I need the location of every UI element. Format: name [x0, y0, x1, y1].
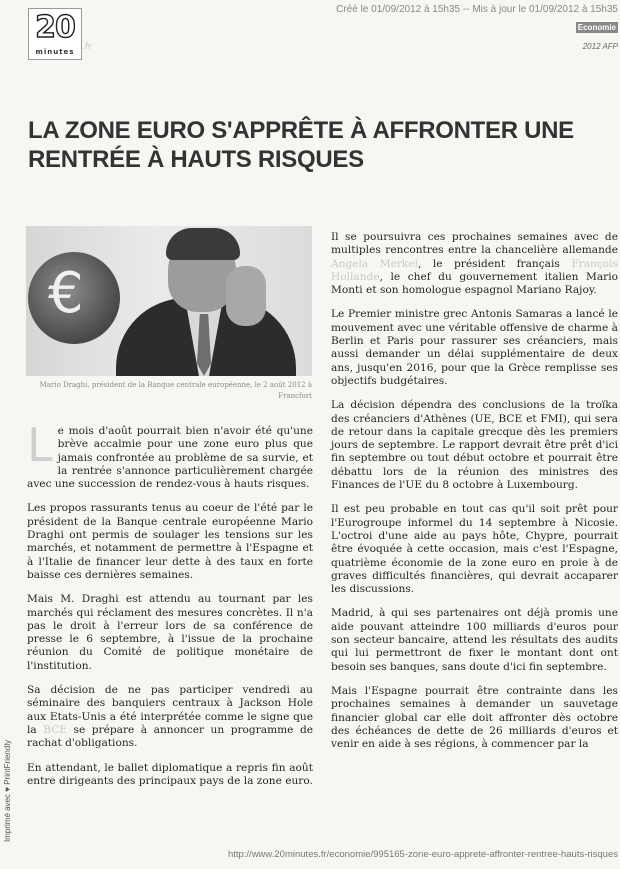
article-paragraph: En attendant, le ballet diplomatique a repris fin août entre dirigeants des principaux pays de la zone euro.	[27, 761, 313, 787]
article-paragraph: Mais l'Espagne pourrait être contrainte dans les prochaines semaines à demander un sauvetage financier global car elle doit affronter dès octobre des échéances de dette de 26 milliards d'euros et venir en aide à ses régions, à commencer par la	[331, 684, 618, 751]
agency-credit: 2012 AFP	[582, 42, 618, 51]
article-column-right	[331, 231, 618, 762]
article-paragraph: Les propos rassurants tenus au coeur de l'été par le président de la Banque centrale européenne Mario Draghi ont permis de soulager les tensions sur les marchés, et notamment de permettre à l'Espagne et à l'Italie de financer leur dette à des taux en forte baisse ces dernières semaines.	[27, 502, 313, 581]
photo-hand	[226, 266, 266, 326]
article-paragraph: Sa décision de ne pas participer vendredi au séminaire des banquiers centraux à Jackson Hole aux Etats-Unis a été interprétée comme le signe que la BCE se prépare à annoncer un programme de rachat d'obligations.	[27, 684, 314, 750]
logo-subtitle: minutes	[35, 48, 75, 56]
drop-cap: L	[27, 418, 53, 472]
article-paragraph: Mais M. Draghi est attendu au tournant par les marchés qui réclament des mesures concrètes. Il n'a pas le droit à l'erreur lors de sa conférence de presse le 6 septembre, à l'issue de la prochaine réunion du Comité de politique monétaire de l'institution.	[27, 593, 313, 672]
article-paragraph: Le Premier ministre grec Antonis Samaras a lancé le mouvement avec une véritable offensive de charme à Berlin et Paris pour rassurer ses créanciers, mais aussi demander un délai supplémentaire de deux ans, jusqu'en 2016, pour que la Grèce remplisse ses objectifs budgétaires.	[331, 308, 618, 387]
lead-paragraph	[27, 418, 313, 491]
article-photo	[26, 226, 312, 376]
timestamp-meta: Créé le 01/09/2012 à 15h35 -- Mis à jour le 01/09/2012 à 15h35	[336, 4, 618, 15]
printfriendly-label: Imprimé avec ♥ PrintFriendly	[3, 739, 12, 842]
logo-number: 20	[35, 10, 75, 45]
article-paragraph: Il est peu probable en tout cas qu'il soit prêt pour l'Eurogroupe informel du 14 septembre à Nicosie. L'octroi d'une aide au pays hôte, Chypre, pourrait être évoquée à cette occasion, mais c'est l'Espagne, quatrième économie de la zone euro en proie à de graves difficultés financières, qui devrait accaparer les discussions.	[331, 503, 618, 596]
article-paragraph: Madrid, à qui ses partenaires ont déjà promis une aide pouvant atteindre 100 milliards d'euros pour son secteur bancaire, attend les résultats des audits qui lui permettront de fixer le montant dont ont besoin ses banques, sans doute d'ici fin septembre.	[331, 607, 618, 673]
logo-domain: .fr	[82, 42, 92, 52]
euro-icon: €	[48, 261, 84, 326]
photo-caption: Mario Draghi, président de la Banque centrale européenne, le 2 août 2012 à Francfort	[39, 381, 312, 400]
section-badge[interactable]: Economie	[577, 23, 616, 32]
link-bce[interactable]: BCE	[43, 723, 68, 736]
site-logo[interactable]	[28, 8, 82, 60]
article-paragraph: Il se poursuivra ces prochaines semaines avec de multiples rencontres entre la chancelière allemande Angela Merkel, le président français François Hollande, le chef du gouvernement italien Mario Monti et son homologue espagnol Mariano Rajoy.	[331, 231, 619, 297]
article-paragraph: La décision dépendra des conclusions de la troïka des créanciers d'Athènes (UE, BCE et FMI), qui sera de retour dans la capitale grecque dès les premiers jours de septembre. Le rapport devrait être prêt d'ici fin septembre ou tout début octobre et pourrait être débattu lors de la réunion des ministres des Finances de l'UE du 8 octobre à Luxembourg.	[331, 399, 618, 492]
article-title: LA ZONE EURO S'APPRÊTE À AFFRONTER UNE RENTRÉE À HAUTS RISQUES	[28, 117, 574, 173]
source-url[interactable]: http://www.20minutes.fr/economie/995165-zone-euro-apprete-affronter-rentree-hauts-risques	[227, 849, 618, 860]
link-francois-hollande[interactable]: François Hollande	[331, 257, 619, 283]
euro-sign-backdrop	[28, 252, 120, 344]
photo-hair	[166, 228, 240, 260]
article-column-left	[27, 418, 314, 799]
link-angela-merkel[interactable]: Angela Merkel	[331, 257, 418, 270]
lead-paragraph-text: e mois d'août pourrait bien n'avoir été qu'une brève accalmie pour une zone euro plus que jamais confrontée au problème de sa survie, et la rentrée s'annonce particulièrement chargée avec une succession de rendez-vous à hauts risques.	[27, 425, 313, 491]
